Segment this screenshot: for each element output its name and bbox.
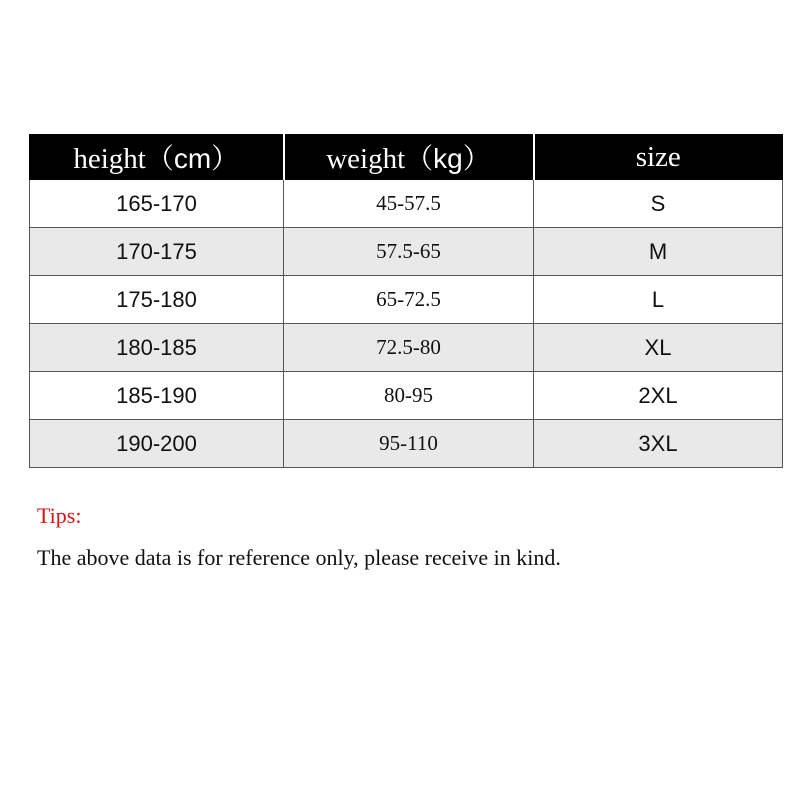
- height-cell: 170-175: [30, 228, 284, 276]
- weight-cell: 80-95: [284, 372, 534, 420]
- weight-cell: 72.5-80: [284, 324, 534, 372]
- table-row: [30, 372, 783, 420]
- tips-label: Tips:: [37, 503, 82, 528]
- table-header-row: [30, 135, 783, 180]
- table-row: [30, 276, 783, 324]
- header-weight: [284, 135, 534, 180]
- header-weight-unit: （kg）: [405, 143, 491, 174]
- height-cell: 165-170: [30, 180, 284, 228]
- table-row: [30, 420, 783, 468]
- weight-cell: 45-57.5: [284, 180, 534, 228]
- weight-cell: 57.5-65: [284, 228, 534, 276]
- size-cell: S: [534, 180, 783, 228]
- header-weight-label: weight: [326, 143, 406, 175]
- header-height-label: height: [73, 143, 146, 175]
- size-cell: M: [534, 228, 783, 276]
- weight-cell: 95-110: [284, 420, 534, 468]
- table-row: [30, 180, 783, 228]
- tips-note: The above data is for reference only, please receive in kind.: [37, 545, 561, 570]
- size-cell: 2XL: [534, 372, 783, 420]
- header-height-unit: （cm）: [145, 143, 240, 174]
- height-cell: 180-185: [30, 324, 284, 372]
- table-row: [30, 324, 783, 372]
- table-row: [30, 228, 783, 276]
- weight-cell: 65-72.5: [284, 276, 534, 324]
- header-size: [534, 135, 783, 180]
- height-cell: 190-200: [30, 420, 284, 468]
- size-chart-table: [29, 134, 783, 468]
- size-cell: L: [534, 276, 783, 324]
- height-cell: 175-180: [30, 276, 284, 324]
- header-height: [30, 135, 284, 180]
- height-cell: 185-190: [30, 372, 284, 420]
- size-cell: 3XL: [534, 420, 783, 468]
- size-cell: XL: [534, 324, 783, 372]
- header-size-label: size: [635, 140, 681, 173]
